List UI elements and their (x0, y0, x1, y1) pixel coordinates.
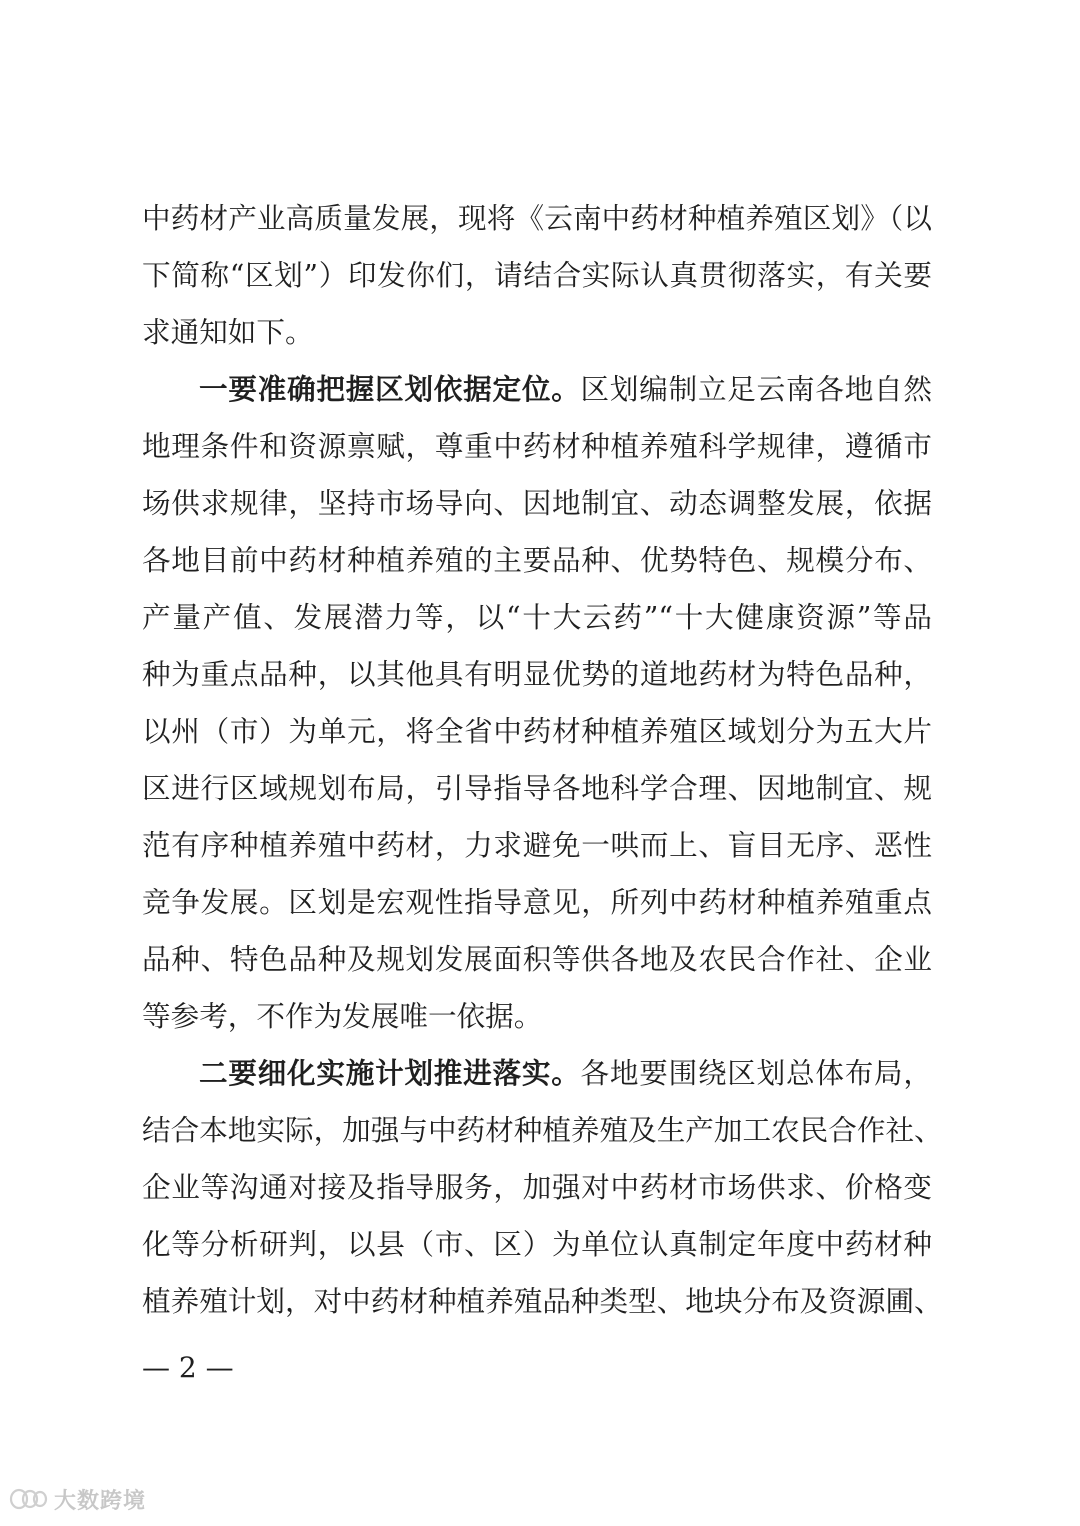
section-heading-line (199, 369, 932, 409)
paragraph-line: 场供求规律，坚持市场导向、因地制宜、动态调整发展，依据 (142, 486, 932, 520)
paragraph-line: 竞争发展。区划是宏观性指导意见，所列中药材种植养殖重点 (142, 885, 932, 919)
paragraph-line: 等参考，不作为发展唯一依据。 (142, 999, 543, 1033)
paragraph-line: 下简称“区划”）印发你们，请结合实际认真贯彻落实，有关要 (142, 258, 932, 292)
paragraph-line: 植养殖计划，对中药材种植养殖品种类型、地块分布及资源圃、 (142, 1284, 943, 1318)
paragraph-line: 种为重点品种，以其他具有明显优势的道地药材为特色品种， (142, 657, 932, 691)
paragraph-line: 品种、特色品种及规划发展面积等供各地及农民合作社、企业 (142, 942, 932, 976)
paragraph-line: 区进行区域规划布局，引导指导各地科学合理、因地制宜、规 (142, 771, 932, 805)
paragraph-line: 以州（市）为单元，将全省中药材种植养殖区域划分为五大片 (142, 714, 932, 748)
page-number: — 2 — (142, 1351, 234, 1384)
paragraph-text: 区划编制立足云南各地自然 (580, 372, 932, 406)
paragraph-line: 中药材产业高质量发展，现将《云南中药材种植养殖区划》（以 (142, 201, 932, 235)
watermark-logo-icon (8, 1486, 48, 1512)
paragraph-line: 产量产值、发展潜力等，以“十大云药”“十大健康资源”等品 (142, 600, 932, 634)
paragraph-line: 求通知如下。 (142, 315, 314, 349)
paragraph-text: 各地要围绕区划总体布局， (580, 1056, 932, 1090)
paragraph-line: 结合本地实际，加强与中药材种植养殖及生产加工农民合作社、 (142, 1113, 943, 1147)
paragraph-line: 各地目前中药材种植养殖的主要品种、优势特色、规模分布、 (142, 543, 932, 577)
section-heading: 二要细化实施计划推进落实。 (199, 1056, 581, 1090)
paragraph-line: 地理条件和资源禀赋，尊重中药材种植养殖科学规律，遵循市 (142, 429, 932, 463)
watermark-text: 大数跨境 (54, 1488, 147, 1514)
paragraph-line: 化等分析研判，以县（市、区）为单位认真制定年度中药材种 (142, 1227, 932, 1261)
section-heading: 一要准确把握区划依据定位。 (199, 372, 581, 406)
watermark (8, 1482, 146, 1516)
paragraph-line: 范有序种植养殖中药材，力求避免一哄而上、盲目无序、恶性 (142, 828, 932, 862)
paragraph-line: 企业等沟通对接及指导服务，加强对中药材市场供求、价格变 (142, 1170, 932, 1204)
section-heading-line (199, 1053, 932, 1093)
